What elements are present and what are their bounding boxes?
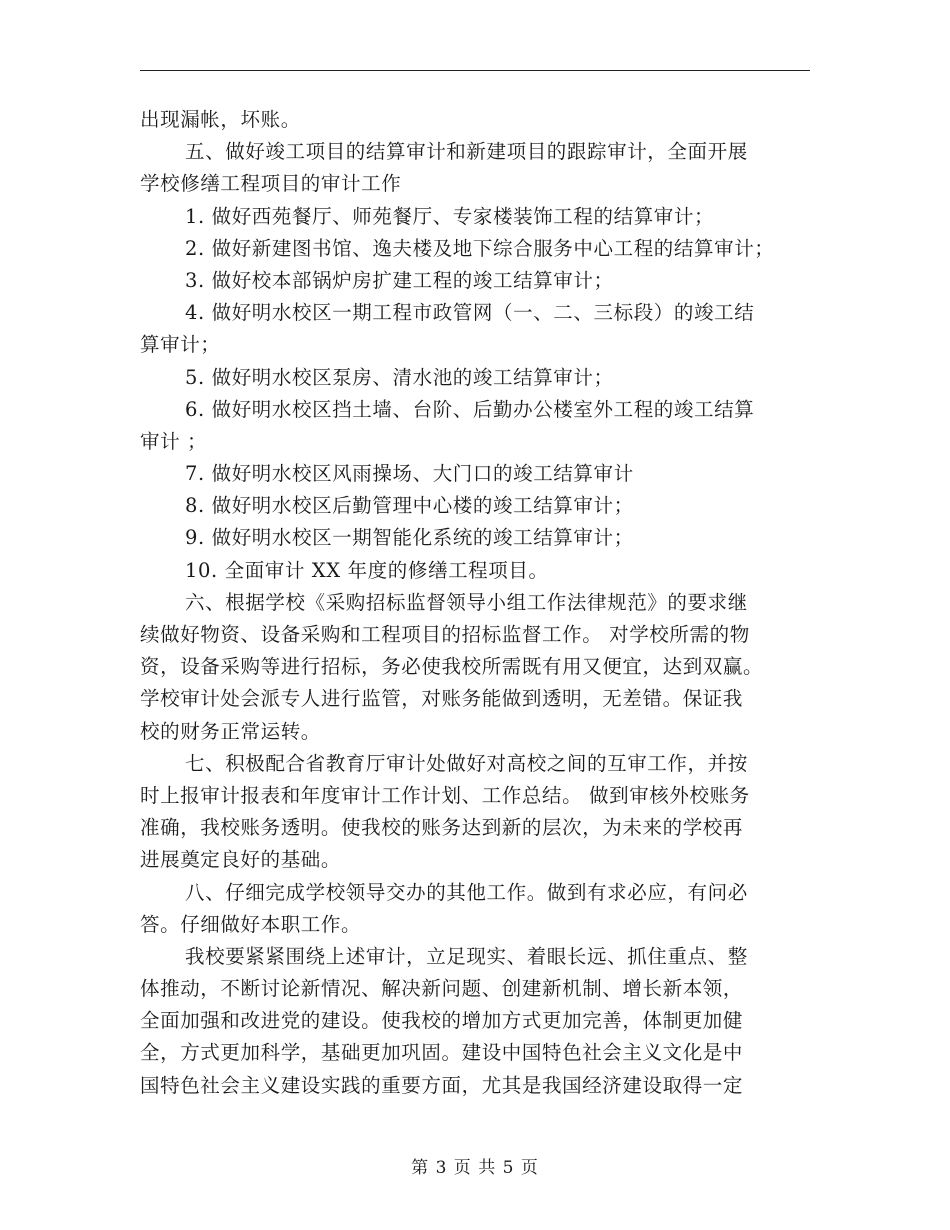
text-line: 校的财务正常运转。 [140,719,321,743]
text-line: 6. 做好明水校区挡土墙、台阶、后勤办公楼室外工程的竣工结算 [185,397,755,421]
text-line: 8. 做好明水校区后勤管理中心楼的竣工结算审计； [185,494,634,518]
text-line: 准确，我校账务透明。使我校的账务达到新的层次，为未来的学校再 [140,816,744,840]
text-line: 五、做好竣工项目的结算审计和新建项目的跟踪审计，全面开展 [185,140,748,164]
text-line: 我校要紧紧围绕上述审计，立足现实、着眼长远、抓住重点、整 [185,944,748,968]
text-line: 学校审计处会派专人进行监管，对账务能做到透明，无差错。保证我 [140,687,744,711]
text-line: 八、仔细完成学校领导交办的其他工作。做到有求必应，有问必 [185,880,748,904]
text-line: 2. 做好新建图书馆、逸夫楼及地下综合服务中心工程的结算审计； [185,236,775,260]
text-line: 3. 做好校本部锅炉房扩建工程的竣工结算审计； [185,268,614,292]
text-line: 六、根据学校《采购招标监督领导小组工作法律规范》的要求继 [185,590,748,614]
text-line: 1. 做好西苑餐厅、师苑餐厅、专家楼装饰工程的结算审计； [185,204,715,228]
text-line: 出现漏帐，坏账。 [140,108,301,131]
document-body [140,104,816,1102]
page-footer: 第 3 页 共 5 页 [411,1158,539,1178]
text-line: 体推动，不断讨论新情况、解决新问题、创建新机制、增长新本领， [140,977,744,1001]
text-line: 时上报审计报表和年度审计工作计划、工作总结。 做到审核外校账务 [140,783,750,807]
text-line: 10. 全面审计 XX 年度的修缮工程项目。 [185,558,549,582]
text-line: 学校修缮工程项目的审计工作 [140,172,402,196]
text-line: 4. 做好明水校区一期工程市政管网（一、二、三标段）的竣工结 [185,301,755,325]
text-line: 算审计； [140,333,221,357]
text-line: 国特色社会主义建设实践的重要方面，尤其是我国经济建设取得一定 [140,1073,744,1097]
text-line: 5. 做好明水校区泵房、清水池的竣工结算审计； [185,365,614,389]
text-line: 7. 做好明水校区风雨操场、大门口的竣工结算审计 [185,462,634,486]
header-rule [140,70,810,71]
text-line: 七、积极配合省教育厅审计处做好对高校之间的互审工作，并按 [185,751,748,775]
text-line: 审计 ； [140,429,208,453]
text-line: 答。仔细做好本职工作。 [140,912,362,936]
text-line: 9. 做好明水校区一期智能化系统的竣工结算审计； [185,526,634,550]
text-line: 进展奠定良好的基础。 [140,848,342,872]
text-line: 全，方式更加科学，基础更加巩固。建设中国特色社会主义文化是中 [140,1041,744,1065]
text-line: 全面加强和改进党的建设。使我校的增加方式更加完善，体制更加健 [140,1009,744,1033]
text-line: 续做好物资、设备采购和工程项目的招标监督工作。 对学校所需的物 [140,623,750,646]
text-line: 资，设备采购等进行招标，务必使我校所需既有用又便宜，达到双赢。 [140,655,764,679]
